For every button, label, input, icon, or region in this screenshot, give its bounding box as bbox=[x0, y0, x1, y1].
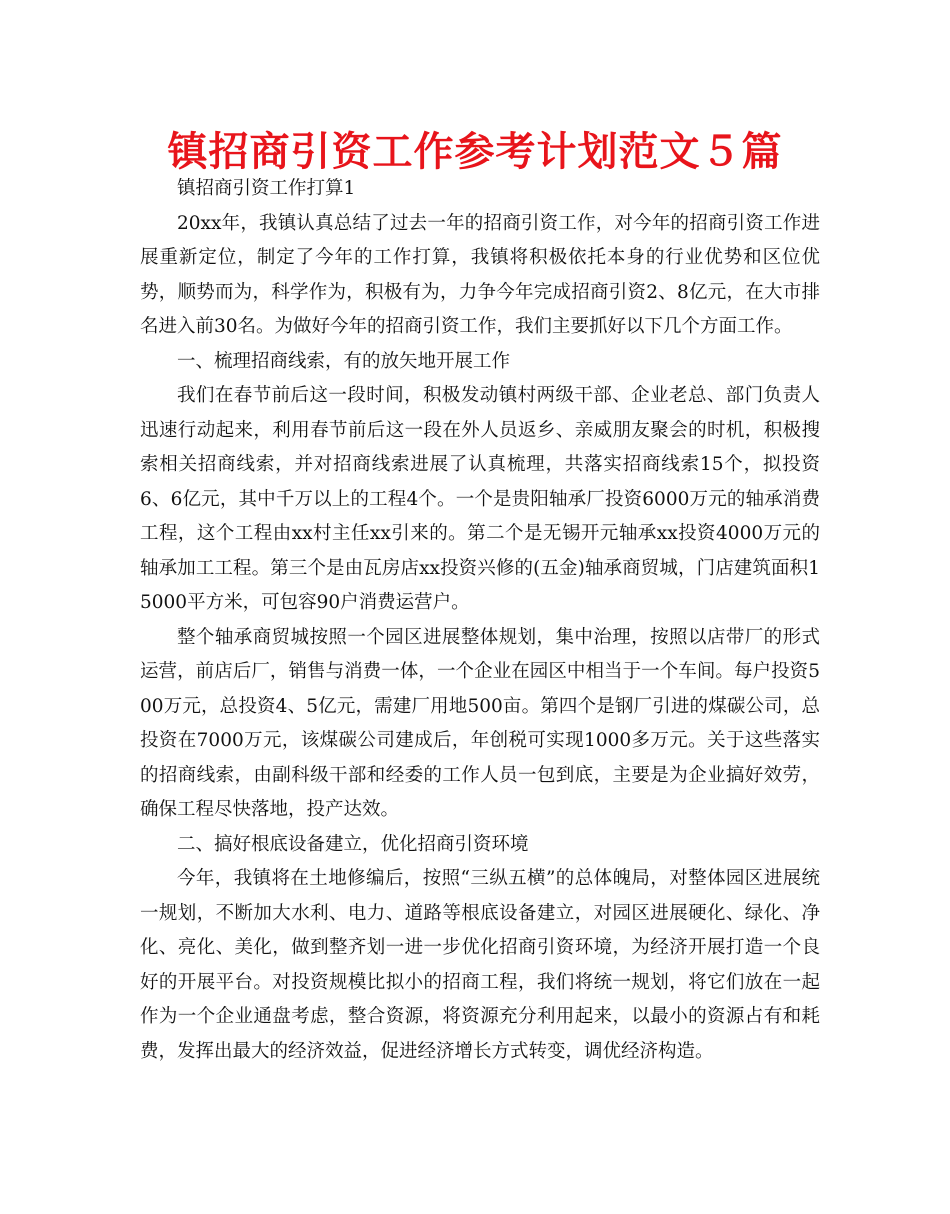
paragraph-trade-city: 整个轴承商贸城按照一个园区进展整体规划，集中治理，按照以店带厂的形式运营，前店后厂，销售与消费一体，一个企业在园区中相当于一个车间。每户投资500万元，总投资4、5亿元，需建厂用地500亩。第四个是钢厂引进的煤碳公司，总投资在7000万元，该煤碳公司建成后，年创税可实现1000多万元。关于这些落实的招商线索，由副科级干部和经委的工作人员一包到底，主要是为企业搞好效劳，确保工程尽快落地，投产达效。 bbox=[140, 626, 820, 820]
document-body bbox=[140, 172, 820, 1069]
paragraph-intro: 20xx年，我镇认真总结了过去一年的招商引资工作，对今年的招商引资工作进展重新定位，制定了今年的工作打算，我镇将积极依托本身的行业优势和区位优势，顺势而为，科学作为，积极有为，力争今年完成招商引资2、8亿元，在大市排名进入前30名。为做好今年的招商引资工作，我们主要抓好以下几个方面工作。 bbox=[140, 212, 820, 337]
section-heading-2: 二、搞好根底设备建立，优化招商引资环境 bbox=[177, 833, 529, 855]
paragraph-subtitle: 镇招商引资工作打算1 bbox=[177, 178, 356, 199]
document-title: 镇招商引资工作参考计划范文５篇 bbox=[167, 129, 783, 175]
paragraph-infrastructure: 今年，我镇将在土地修编后，按照“三纵五横”的总体魄局，对整体园区进展统一规划，不断加大水利、电力、道路等根底设备建立，对园区进展硬化、绿化、净化、亮化、美化，做到整齐划一进一步优化招商引资环境，为经济开展打造一个良好的开展平台。对投资规模比拟小的招商工程，我们将统一规划，将它们放在一起作为一个企业通盘考虑，整合资源，将资源充分利用起来，以最小的资源占有和耗费，发挥出最大的经济效益，促进经济增长方式转变，调优经济构造。 bbox=[140, 868, 820, 1062]
paragraph-leads: 我们在春节前后这一段时间，积极发动镇村两级干部、企业老总、部门负责人迅速行动起来，利用春节前后这一段在外人员返乡、亲威朋友聚会的时机，积极搜索相关招商线索，并对招商线索进展了认真梳理，共落实招商线索15个，拟投资6、6亿元，其中千万以上的工程4个。一个是贵阳轴承厂投资6000万元的轴承消费工程，这个工程由xx村主任xx引来的。第二个是无锡开元轴承xx投资4000万元的轴承加工工程。第三个是由瓦房店xx投资兴修的(五金)轴承商贸城，门店建筑面积15000平方米，可包容90户消费运营户。 bbox=[140, 385, 820, 613]
section-heading-1: 一、梳理招商线索，有的放矢地开展工作 bbox=[177, 350, 511, 372]
